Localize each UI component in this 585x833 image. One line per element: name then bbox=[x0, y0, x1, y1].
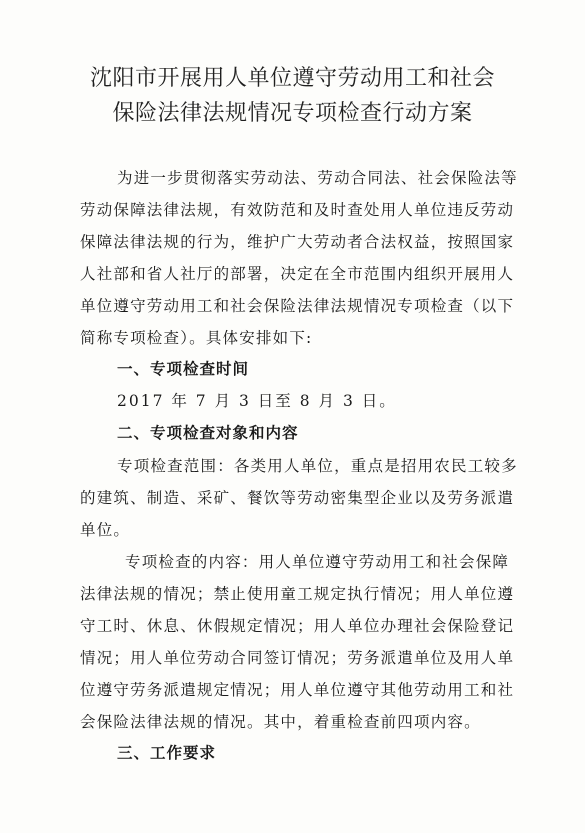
content-paragraph-line: 情况；用人单位劳动合同签订情况；劳务派遣单位及用人单 bbox=[80, 649, 515, 667]
scope-paragraph-line: 单位。 bbox=[80, 521, 131, 539]
content-paragraph-line: 会保险法律法规的情况。其中，着重检查前四项内容。 bbox=[80, 713, 481, 731]
document-title-line-1: 沈阳市开展用人单位遵守劳动用工和社会 bbox=[89, 66, 495, 91]
section-2-heading: 二、专项检查对象和内容 bbox=[117, 424, 299, 442]
section-3-heading: 三、工作要求 bbox=[117, 744, 217, 762]
content-paragraph-line: 位遵守劳务派遣规定情况；用人单位遵守其他劳动用工和社 bbox=[80, 681, 515, 699]
intro-paragraph-line: 劳动保障法律法规，有效防范和及时查处用人单位违反劳动 bbox=[80, 201, 515, 219]
content-paragraph-line: 守工时、休息、休假规定情况；用人单位办理社会保险登记 bbox=[80, 617, 515, 635]
intro-paragraph-line: 为进一步贯彻落实劳动法、劳动合同法、社会保险法等 bbox=[117, 169, 518, 187]
intro-paragraph-line: 人社部和省人社厅的部署，决定在全市范围内组织开展用人 bbox=[80, 265, 515, 283]
intro-paragraph-line: 简称专项检查）。具体安排如下: bbox=[80, 329, 313, 347]
section-1-date-range: 2017 年 7 月 3 日至 8 月 3 日。 bbox=[117, 392, 397, 410]
scope-paragraph-line: 专项检查范围：各类用人单位，重点是招用农民工较多 bbox=[117, 457, 518, 475]
intro-paragraph-line: 保障法律法规的行为，维护广大劳动者合法权益，按照国家 bbox=[80, 233, 515, 251]
content-paragraph-line: 专项检查的内容：用人单位遵守劳动用工和社会保障 bbox=[125, 553, 510, 571]
intro-paragraph-line: 单位遵守劳动用工和社会保险法律法规情况专项检查（以下 bbox=[80, 297, 515, 315]
scope-paragraph-line: 的建筑、制造、采矿、餐饮等劳动密集型企业以及劳务派遣 bbox=[80, 489, 515, 507]
document-title-line-2: 保险法律法规情况专项检查行动方案 bbox=[112, 101, 473, 126]
content-paragraph-line: 法律法规的情况；禁止使用童工规定执行情况；用人单位遵 bbox=[80, 585, 515, 603]
section-1-heading: 一、专项检查时间 bbox=[117, 360, 250, 378]
